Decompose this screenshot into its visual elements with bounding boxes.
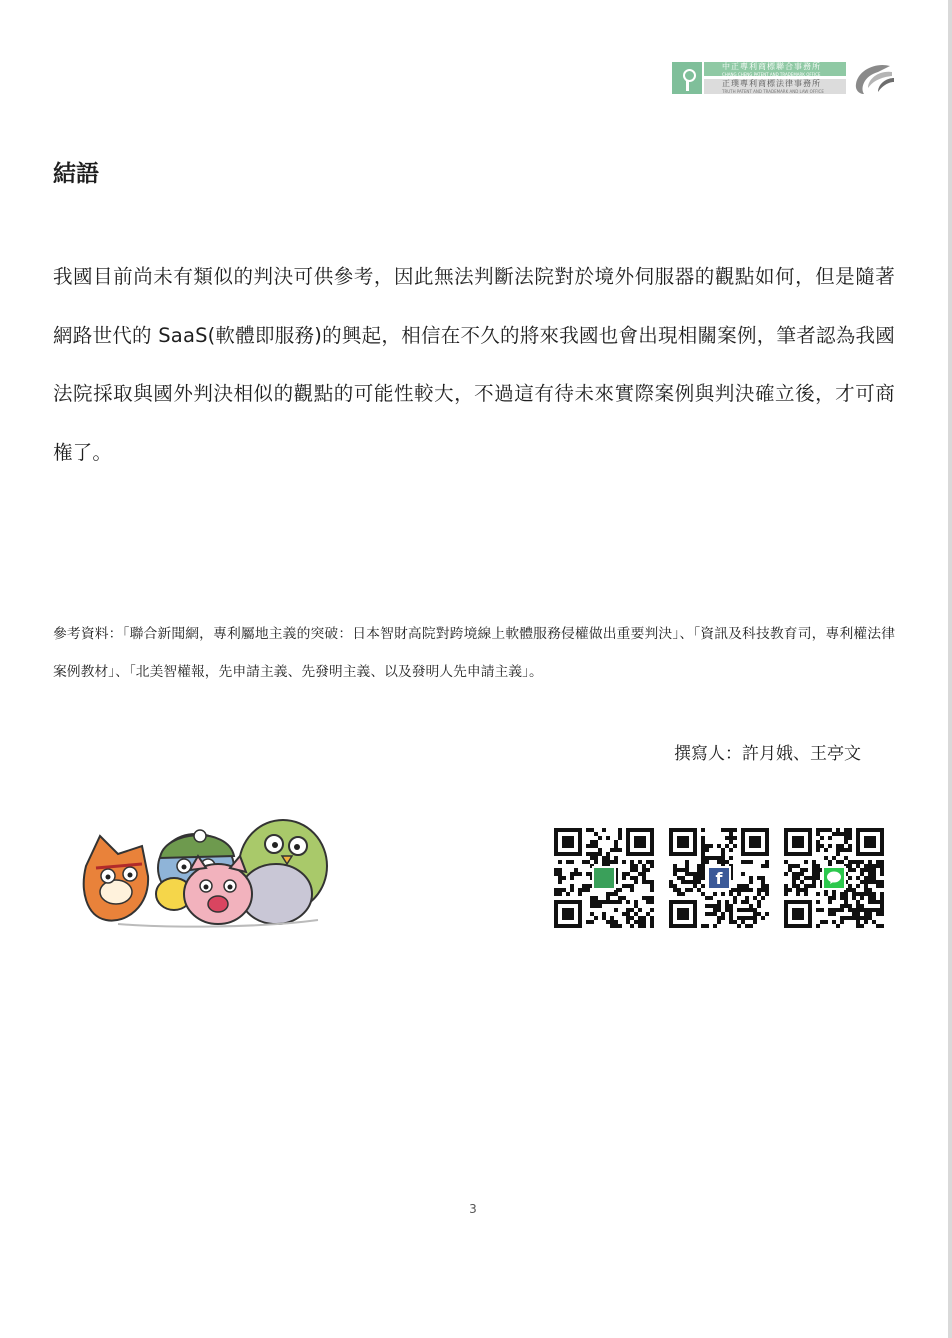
logo-firm-name-1: 中正專利商標聯合事務所: [722, 62, 821, 71]
logo-firm-english-1: CHANG CHENG PATENT AND TRADEMARK OFFICE: [722, 72, 821, 77]
qr-code-website[interactable]: [554, 828, 654, 928]
facebook-icon: [707, 866, 731, 890]
page-edge: [948, 0, 952, 1338]
conclusion-paragraph: 我國目前尚未有類似的判決可供參考，因此無法判斷法院對於境外伺服器的觀點如何，但是隨著網路世代的 SaaS(軟體即服務)的興起，相信在不久的將來我國也會出現相關案例，筆者認為我國法院採取與國外判決相似的觀點的可能性較大，不過這有待未來實際案例與判決確立後，才可商権了。: [53, 265, 895, 464]
logo-mark-icon: [672, 62, 702, 94]
qr-code-facebook[interactable]: [669, 828, 769, 928]
website-logo-icon: [592, 866, 616, 890]
references-paragraph: 參考資料：「聯合新聞網，專利屬地主義的突破：日本智財高院對跨境線上軟體服務侵權做出重要判決」、「資訊及科技教育司，專利權法律案例教材」、「北美智權報，先申請主義、先發明主義、以及發明人先申請主義」。: [53, 626, 895, 680]
logo-firm-english-2: TRUTH PATENT AND TRADEMARK AND LAW OFFICE: [722, 89, 824, 94]
section-heading: 結語: [53, 161, 99, 187]
page-number: 3: [469, 1202, 477, 1216]
mascot-illustration: [78, 806, 330, 930]
qr-code-line[interactable]: [784, 828, 884, 928]
line-bubble-icon: [826, 871, 842, 885]
firm-logo: [670, 60, 894, 96]
facebook-glyph: f: [715, 868, 723, 888]
logo-swoosh-icon: [850, 60, 894, 96]
author-line: 撰寫人：許月娥、王亭文: [674, 744, 861, 764]
line-icon: [822, 866, 846, 890]
logo-firm-name-2: 正璞專利商標法律事務所: [722, 79, 821, 88]
